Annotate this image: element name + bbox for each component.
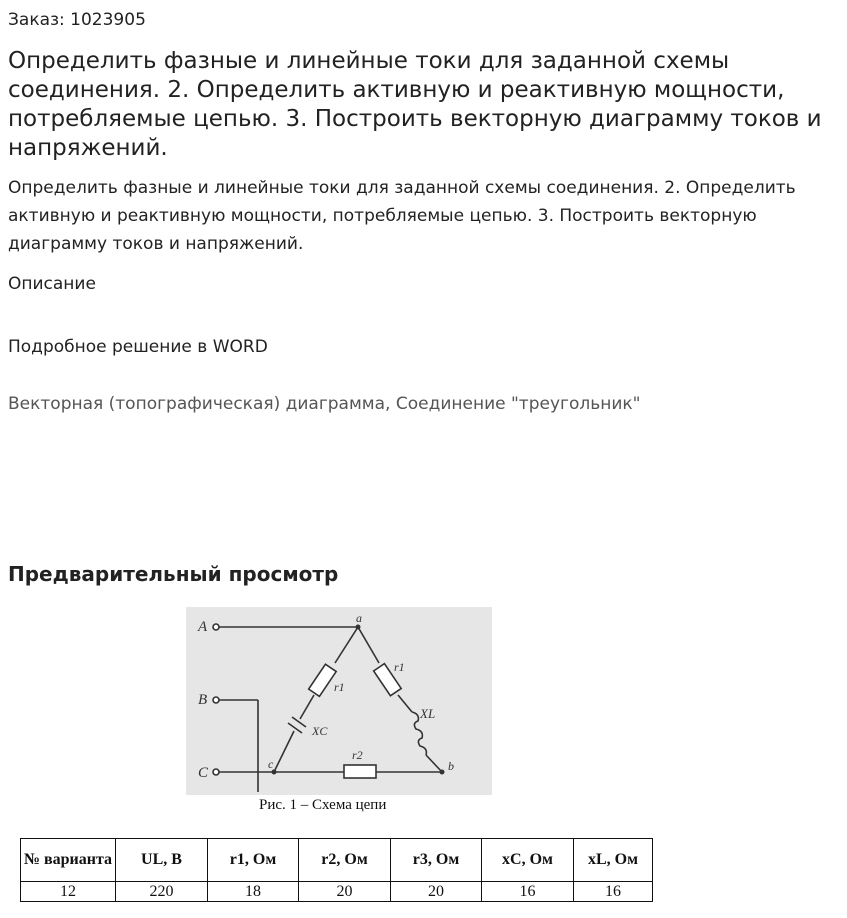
cell-r2: 20 xyxy=(299,882,391,902)
table-header-row xyxy=(21,839,653,882)
header-r2: r2, Ом xyxy=(299,839,391,882)
cell-xc: 16 xyxy=(482,882,574,902)
label-r1-left: r1 xyxy=(334,680,345,694)
resistor-r1-left xyxy=(309,664,337,696)
description-label: Описание xyxy=(8,274,96,294)
terminal-c-circle xyxy=(213,769,219,775)
header-xl: xL, Ом xyxy=(574,839,653,882)
page-title: Определить фазные и линейные токи для заданной схемы соединения. 2. Определить активную и реактивную мощности, потребляемые цепью. 3. Построить векторную диаграмму токов и напряжений. xyxy=(8,48,822,161)
terminal-b-circle xyxy=(213,697,219,703)
tags-line: Векторная (топографическая) диаграмма, Соединение "треугольник" xyxy=(8,394,641,414)
node-a-dot xyxy=(356,625,361,630)
node-b-label: b xyxy=(448,759,454,773)
cell-ul: 220 xyxy=(116,882,208,902)
terminal-a-circle xyxy=(213,624,219,630)
terminal-b-label: B xyxy=(198,692,208,708)
header-variant: № варианта xyxy=(21,839,116,882)
node-b-dot xyxy=(440,770,445,775)
circuit-diagram xyxy=(186,607,492,795)
header-r3: r3, Ом xyxy=(391,839,482,882)
terminal-a-label: A xyxy=(198,619,208,635)
resistor-r2 xyxy=(344,765,376,778)
cell-r1: 18 xyxy=(208,882,299,902)
node-a-label: a xyxy=(356,611,362,625)
cell-r3: 20 xyxy=(391,882,482,902)
label-r1-right: r1 xyxy=(394,660,405,674)
header-xc: xC, Ом xyxy=(482,839,574,882)
order-number: Заказ: 1023905 xyxy=(8,10,146,30)
label-xc: XC xyxy=(312,724,328,738)
table-row xyxy=(21,882,653,902)
cell-variant: 12 xyxy=(21,882,116,902)
header-r1: r1, Ом xyxy=(208,839,299,882)
solution-note: Подробное решение в WORD xyxy=(8,337,268,357)
preview-title: Предварительный просмотр xyxy=(8,562,339,586)
cell-xl: 16 xyxy=(574,882,653,902)
short-description: Определить фазные и линейные токи для заданной схемы соединения. 2. Определить активную и реактивную мощности, потребляемые цепью. 3. Построить векторную диаграмму токов и напряжений. xyxy=(8,178,796,254)
label-xl: XL xyxy=(420,706,436,721)
header-ul: UL, В xyxy=(116,839,208,882)
node-c-label: c xyxy=(268,757,274,771)
label-r2: r2 xyxy=(352,748,363,762)
parameters-table xyxy=(20,838,653,902)
terminal-c-label: C xyxy=(198,765,209,781)
figure-caption: Рис. 1 – Схема цепи xyxy=(259,797,387,813)
circuit-figure xyxy=(186,607,492,795)
